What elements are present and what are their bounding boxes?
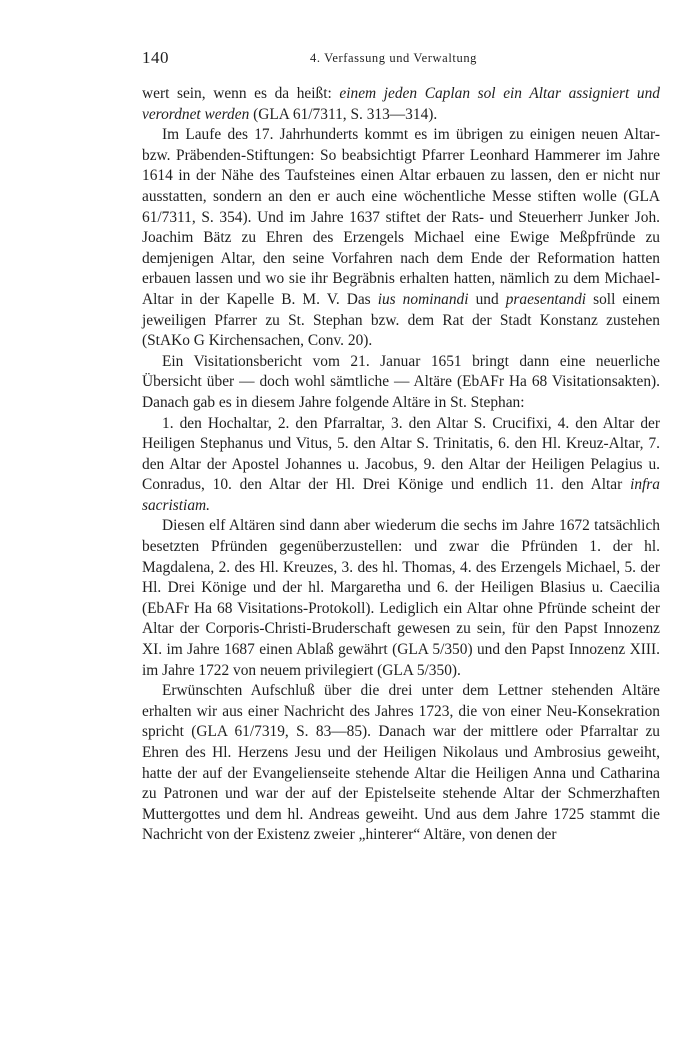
text-run: soll einem jeweiligen Pfarrer zu St. Stephan bzw. dem Rat der Stadt Konstanz zustehen (StAKo G Kirchensachen, Conv. 20). [142,290,660,350]
latin-term: praesentandi [505,290,587,308]
chapter-title: 4. Verfassung und Verwaltung [310,51,478,65]
paragraph-3: Ein Visitationsbericht vom 21. Januar 1651 bringt dann eine neuerliche Übersicht über — doch wohl sämtliche — Altäre (EbAFr Ha 68 Visitationsakten). Danach gab es in diesem Jahre folgende Altäre in St. Stephan: [142,352,660,411]
text-run: wert sein, wenn es da heißt: [142,85,340,102]
paragraph-2 [142,125,660,352]
text-run: (GLA 61/7311, S. 313—314). [249,105,438,123]
text-run: 1. den Hochaltar, 2. den Pfarraltar, 3. den Altar S. Crucifixi, 4. den Altar der Heiligen Stephanus und Vitus, 5. den Altar S. Trinitatis, 6. den Hl. Kreuz-Altar, 7. den Altar der Apostel Johannes u. Jacobus, 9. den Altar der Heiligen Pelagius u. Conradus, 10. den Altar der Hl. Drei Könige und endlich 11. den Altar [142,414,660,494]
text-run: Im Laufe des 17. Jahrhunderts kommt es im übrigen zu einigen neuen Altar- bzw. Präbenden-Stiftungen: So beabsichtigt Pfarrer Leonhard Hammerer im Jahre 1614 in der Nähe des Taufsteines einen Altar erbauen zu lassen, den er nicht nur ausstatten, sondern an den er auch eine wöchentliche Messe stiften wolle (GLA 61/7311, S. 354). Und im Jahre 1637 stiftet der Rats- und Steuerherr Junker Joh. Joachim Bätz zu Ehren des Erzengels Michael eine Ewige Meßpfründe zu demjenigen Altar, den seine Vorfahren nach dem Ende der Reformation hatten erbauen lassen und wo sie ihr Begräbnis erhalten hatten, nämlich zu dem Michael-Altar in der Kapelle B. M. V. Das [142,126,660,308]
body-text [142,84,660,846]
paragraph-5: Diesen elf Altären sind dann aber wiederum die sechs im Jahre 1672 tatsächlich besetzten Pfründen gegenüberzustellen: und zwar die Pfründen 1. der hl. Magdalena, 2. des Hl. Kreuzes, 3. des hl. Thomas, 4. des Erzengels Michael, 5. der Hl. Drei Könige und der hl. Margaretha und 6. der Heiligen Blasius u. Caecilia (EbAFr Ha 68 Visitations-Protokoll). Lediglich ein Altar ohne Pfründe scheint der Altar der Corporis-Christi-Bruderschaft gewesen zu sein, für den Papst Innozenz XI. im Jahre 1687 einen Ablaß gewährt (GLA 5/350) und den Papst Innozenz XIII. im Jahre 1722 von neuem privilegiert (GLA 5/350). [142,517,660,679]
paragraph-6: Erwünschten Aufschluß über die drei unter dem Lettner stehenden Altäre erhalten wir aus einer Nachricht des Jahres 1723, die von einer Neu-Konsekration spricht (GLA 61/7319, S. 83—85). Danach war der mittlere oder Pfarraltar zu Ehren des Hl. Herzens Jesu und der Heiligen Nikolaus und Ambrosius geweiht, hatte der auf der Evangelienseite stehende Altar die Heiligen Anna und Catharina zu Patronen und war der auf der Epistelseite stehende Altar der Schmerzhaften Muttergottes und dem hl. Andreas geweiht. Und aus dem Jahre 1725 stammt die Nachricht von der Existenz zweier „hinterer“ Altäre, von denen der [142,682,660,844]
page-number: 140 [142,48,169,67]
latin-term: infra sacristiam. [142,476,660,514]
paragraph-1 [142,84,660,125]
running-head [142,48,662,70]
latin-term: ius nominandi [377,290,469,308]
quote-italic: einem jeden Caplan sol ein Altar assigniert und verordnet werden [142,85,660,123]
text-run: und [468,290,506,308]
paragraph-4-altar-list [142,414,660,517]
